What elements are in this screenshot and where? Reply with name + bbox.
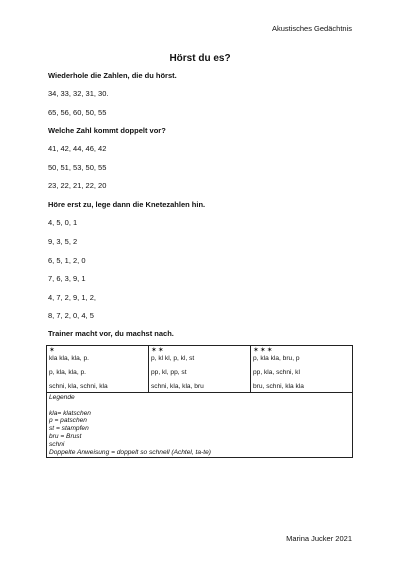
rhythm-pattern: pp, kl, pp, st (151, 369, 187, 376)
legend-item: schni (49, 440, 65, 448)
number-line: 50, 51, 53, 50, 55 (48, 163, 107, 172)
footer-author: Marina Jucker 2021 (286, 534, 352, 543)
instruction-trainer: Trainer macht vor, du machst nach. (48, 329, 174, 338)
legend-cell (47, 393, 353, 458)
rhythm-pattern: pp, kla, schni, kl (253, 369, 300, 376)
level-2-cell (149, 346, 251, 393)
number-line: 4, 5, 0, 1 (48, 218, 78, 227)
star-icon: ✶✶✶ (253, 347, 274, 354)
legend-item: p = patschen (49, 417, 87, 425)
number-line: 7, 6, 3, 9, 1 (48, 274, 86, 283)
legend-item: bru = Brust (49, 432, 82, 440)
star-icon: ✶ (49, 347, 56, 354)
rhythm-pattern: schni, kla, schni, kla (49, 383, 108, 390)
rhythm-pattern: p, kla kla, bru, p (253, 355, 300, 362)
instruction-listen-then-place: Höre erst zu, lege dann die Knetezahlen hin. (48, 200, 206, 209)
legend-item: kla= klatschen (49, 409, 91, 417)
instruction-repeat-numbers: Wiederhole die Zahlen, die du hörst. (48, 71, 177, 80)
legend-item: st = stampfen (49, 425, 89, 433)
number-line: 8, 7, 2, 0, 4, 5 (48, 311, 94, 320)
header-title: Akustisches Gedächtnis (271, 24, 352, 33)
number-line: 34, 33, 32, 31, 30. (48, 89, 109, 98)
number-line: 6, 5, 1, 2, 0 (48, 256, 86, 265)
number-line: 41, 42, 44, 46, 42 (48, 144, 107, 153)
page-title: Hörst du es? (169, 53, 231, 64)
star-icon: ✶✶ (151, 347, 165, 354)
number-line: 4, 7, 2, 9, 1, 2, (48, 293, 96, 302)
rhythm-pattern: schni, kla, kla, bru (151, 383, 204, 390)
rhythm-pattern: kla kla, kla, p. (49, 355, 89, 362)
legend-item: Doppelte Anweisung = doppelt so schnell (Achtel, ta-te) (49, 448, 211, 456)
legend-title: Legende (49, 394, 75, 401)
number-line: 65, 56, 60, 50, 55 (48, 108, 107, 117)
table-row (47, 346, 353, 393)
number-line: 23, 22, 21, 22, 20 (48, 181, 107, 190)
level-1-cell (47, 346, 149, 393)
rhythm-table (46, 345, 353, 458)
rhythm-pattern: p, kl kl, p, kl, st (151, 355, 195, 362)
level-3-cell (251, 346, 353, 393)
instruction-duplicate-number: Welche Zahl kommt doppelt vor? (48, 126, 166, 135)
table-row (47, 393, 353, 458)
rhythm-pattern: bru, schni, kla kla (253, 383, 304, 390)
rhythm-pattern: p, kla, kla, p. (49, 369, 87, 376)
number-line: 9, 3, 5, 2 (48, 237, 78, 246)
